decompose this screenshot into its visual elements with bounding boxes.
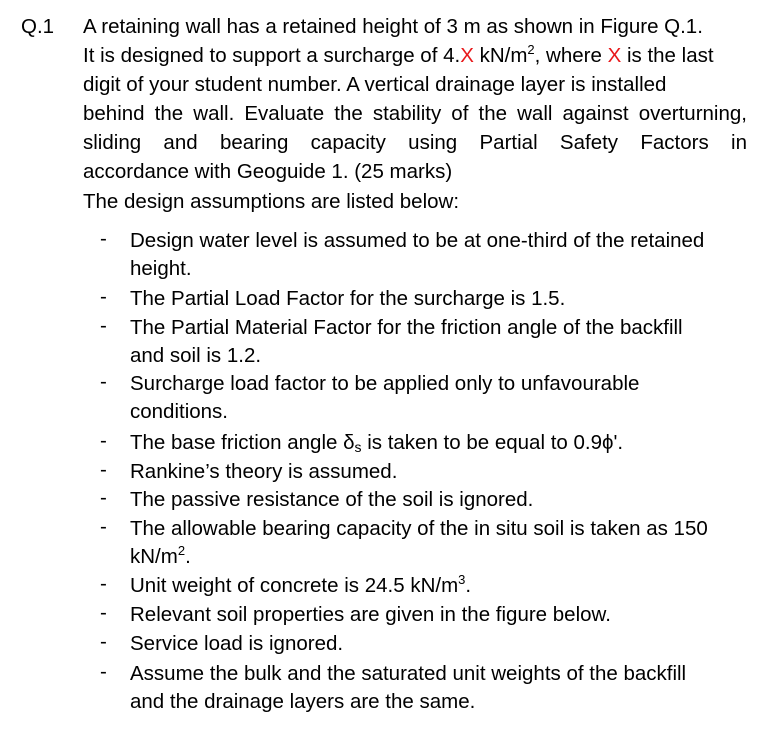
intro-line-2 — [83, 41, 747, 70]
intro-line-4: behind the wall. Evaluate the stability of the wall against overturning, — [83, 102, 747, 125]
list-item-text — [130, 227, 750, 283]
intro-text: accordance with Geoguide 1. — [83, 160, 349, 183]
text-line — [130, 429, 750, 457]
text-line: conditions. — [130, 400, 229, 423]
intro-line-1: A retaining wall has a retained height of 3 m as shown in Figure Q.1. — [83, 15, 703, 38]
bullet-dash: - — [100, 515, 107, 538]
list-item-text — [130, 285, 750, 313]
list-item-text — [130, 429, 750, 457]
variable-x: X — [460, 44, 474, 67]
text-run: . — [185, 545, 191, 568]
superscript: 3 — [458, 572, 466, 587]
bullet-dash: - — [100, 429, 107, 452]
bullet-dash: - — [100, 458, 107, 481]
text-line: The allowable bearing capacity of the in situ soil is taken as 150 — [130, 517, 708, 540]
text-line — [130, 543, 750, 571]
text-line: Relevant soil properties are given in the figure below. — [130, 603, 611, 626]
intro-line-3: digit of your student number. A vertical drainage layer is installed — [83, 73, 667, 96]
text-run: kN/m — [130, 545, 178, 568]
intro-text: , where — [534, 44, 608, 67]
text-line: The Partial Load Factor for the surcharge is 1.5. — [130, 287, 566, 310]
text-line: and soil is 1.2. — [130, 344, 262, 367]
bullet-dash: - — [100, 601, 107, 624]
bullet-dash: - — [100, 285, 107, 308]
question-number: Q.1 — [21, 15, 55, 38]
text-line: Surcharge load factor to be applied only to unfavourable — [130, 372, 640, 395]
intro-text: is the last — [621, 44, 714, 67]
list-item-text — [130, 572, 750, 600]
text-line: height. — [130, 257, 192, 280]
list-item-text — [130, 515, 750, 571]
variable-x: X — [607, 44, 622, 67]
superscript: 2 — [177, 543, 186, 558]
intro-text: It is designed to support a surcharge of 4. — [83, 44, 461, 67]
list-item-text — [130, 660, 750, 716]
text-line: Rankine’s theory is assumed. — [130, 460, 398, 483]
intro-line-5: sliding and bearing capacity using Partial Safety Factors in — [83, 131, 747, 154]
text-line: and the drainage layers are the same. — [130, 690, 476, 713]
text-run: The base friction angle δ — [130, 431, 355, 454]
bullet-dash: - — [100, 630, 107, 653]
text-run: Unit weight of concrete is 24.5 kN/m — [130, 574, 459, 597]
bullet-dash: - — [100, 572, 107, 595]
list-item-text — [130, 314, 750, 370]
bullet-dash: - — [100, 370, 107, 393]
subscript: s — [354, 439, 362, 455]
text-line: Design water level is assumed to be at one-third of the retained — [130, 229, 705, 252]
intro-text: kN/m — [473, 44, 528, 67]
superscript: 2 — [527, 42, 535, 57]
question-intro — [83, 12, 747, 186]
assumptions-heading: The design assumptions are listed below: — [83, 190, 460, 213]
bullet-dash: - — [100, 486, 107, 509]
text-line — [130, 572, 750, 600]
text-line: The passive resistance of the soil is ignored. — [130, 488, 534, 511]
bullet-dash: - — [100, 660, 107, 683]
text-line: Service load is ignored. — [130, 632, 344, 655]
list-item-text — [130, 486, 750, 514]
list-item-text — [130, 458, 750, 486]
text-run: is taken to be equal to 0.9ϕ'. — [361, 431, 624, 454]
intro-line-6 — [83, 157, 747, 186]
list-item-text — [130, 630, 750, 658]
text-line: The Partial Material Factor for the friction angle of the backfill — [130, 316, 683, 339]
bullet-dash: - — [100, 314, 107, 337]
marks-label: (25 marks) — [354, 160, 453, 183]
text-line: Assume the bulk and the saturated unit weights of the backfill — [130, 662, 687, 685]
text-run: . — [465, 574, 472, 597]
list-item-text — [130, 370, 750, 426]
bullet-dash: - — [100, 227, 107, 250]
list-item-text — [130, 601, 750, 629]
